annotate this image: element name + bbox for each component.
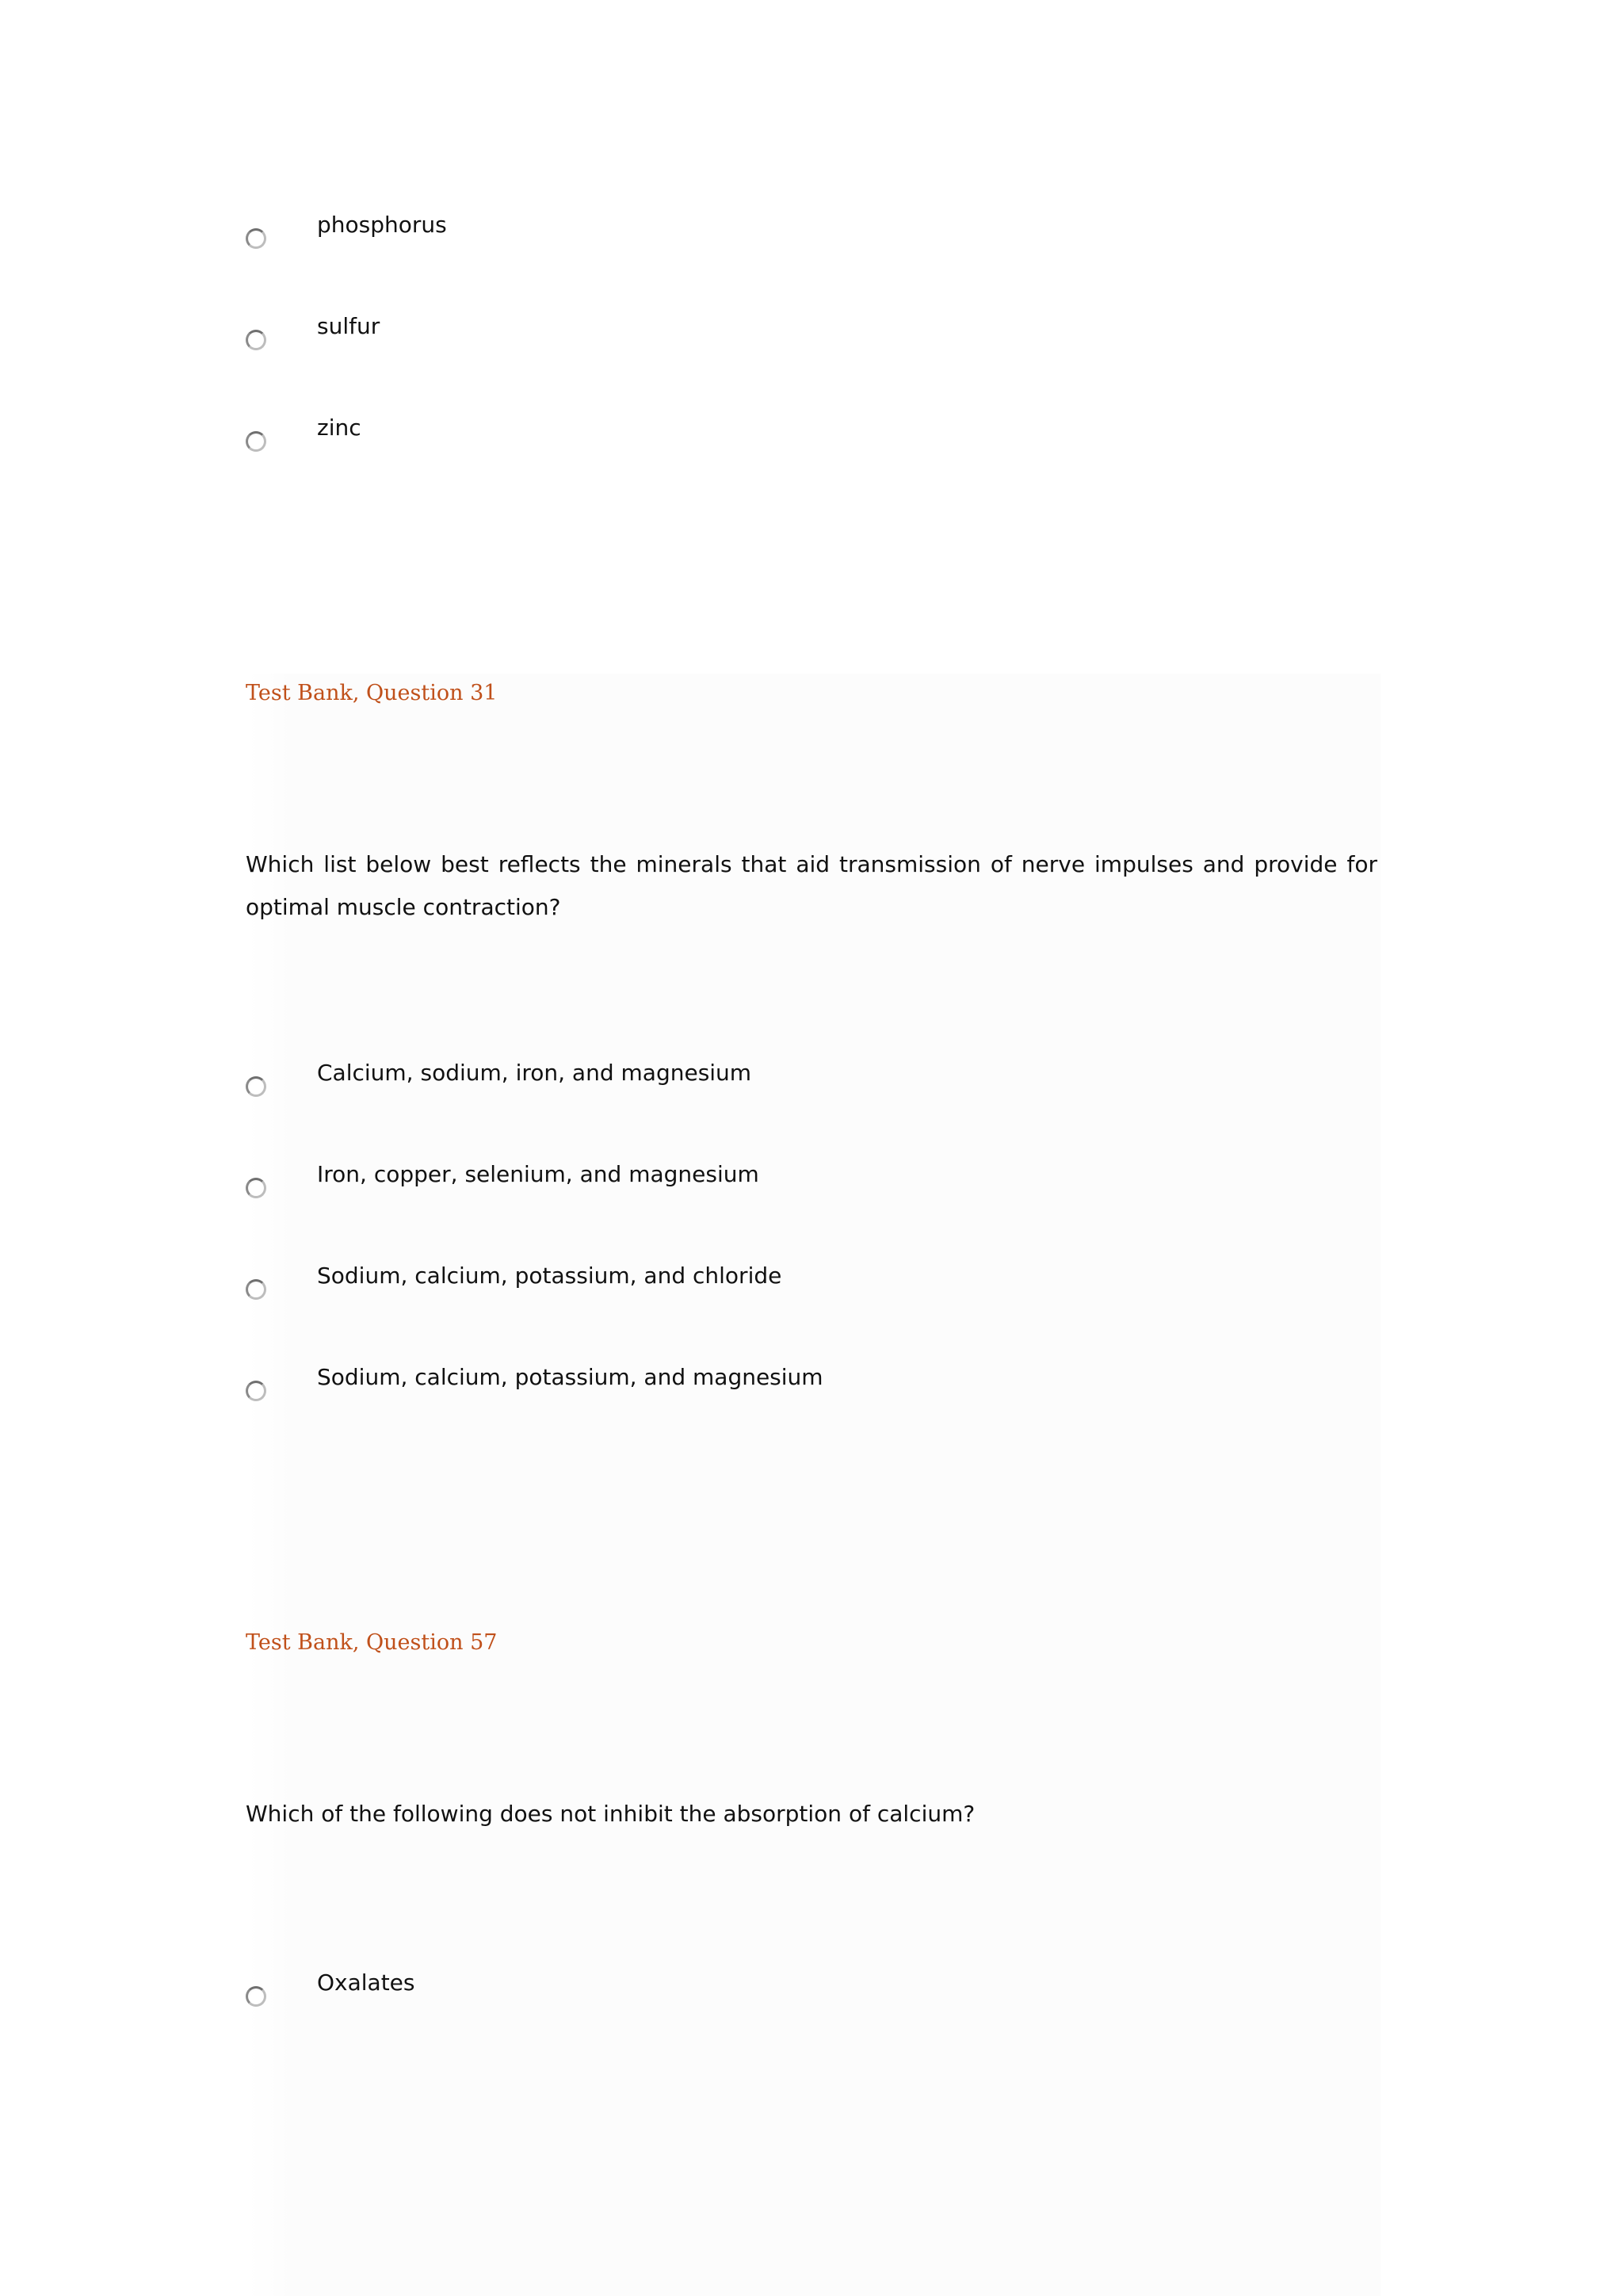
option-label: Sodium, calcium, potassium, and chloride	[317, 1263, 782, 1289]
option-label: sulfur	[317, 313, 380, 339]
answer-option-3[interactable]	[246, 1262, 1355, 1309]
radio-button[interactable]	[246, 330, 266, 350]
radio-button[interactable]	[246, 431, 266, 452]
radio-button[interactable]	[246, 1178, 266, 1198]
answer-option-oxalates[interactable]	[246, 1969, 1355, 2016]
question-57-header: Test Bank, Question 57	[246, 1630, 498, 1655]
answer-option-sulfur[interactable]	[246, 312, 1355, 360]
option-label: Iron, copper, selenium, and magnesium	[317, 1161, 759, 1187]
answer-option-zinc[interactable]	[246, 414, 1355, 461]
option-label: phosphorus	[317, 212, 447, 238]
question-57-text: Which of the following does not inhibit the absorption of calcium?	[246, 1801, 976, 1827]
question-31-text: Which list below best reflects the minerals that aid transmission of nerve impulses and provide for optimal muscle contraction?	[246, 851, 1377, 920]
option-label: zinc	[317, 415, 361, 441]
radio-button[interactable]	[246, 1076, 266, 1097]
option-label: Calcium, sodium, iron, and magnesium	[317, 1060, 752, 1086]
answer-option-phosphorus[interactable]	[246, 211, 1355, 258]
question-31-header: Test Bank, Question 31	[246, 681, 498, 705]
answer-option-2[interactable]	[246, 1160, 1355, 1208]
answer-option-4[interactable]	[246, 1363, 1355, 1411]
radio-button[interactable]	[246, 1279, 266, 1300]
radio-button[interactable]	[246, 228, 266, 249]
radio-button[interactable]	[246, 1986, 266, 2007]
radio-button[interactable]	[246, 1381, 266, 1401]
answer-option-1[interactable]	[246, 1059, 1355, 1106]
option-label: Oxalates	[317, 1969, 415, 1996]
option-label: Sodium, calcium, potassium, and magnesium	[317, 1364, 823, 1390]
